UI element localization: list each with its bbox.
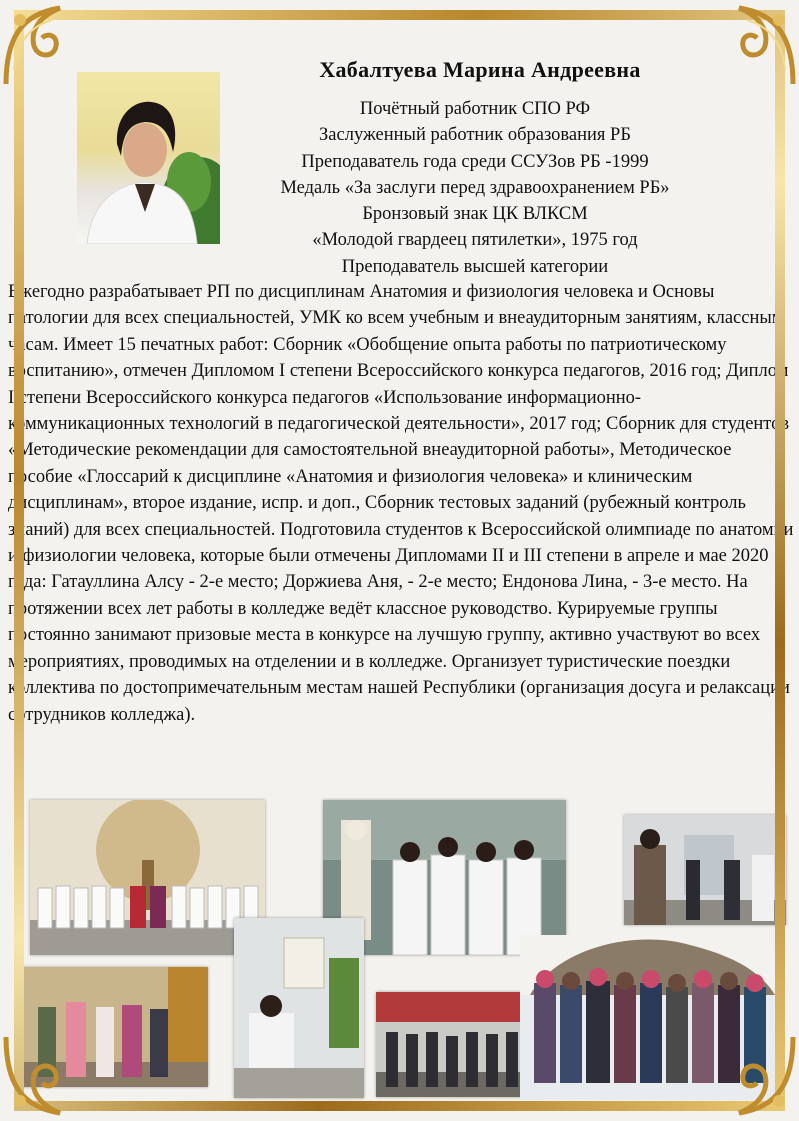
portrait-photo: [77, 72, 220, 244]
person-name: Хабалтуева Марина Андреевна: [319, 57, 641, 82]
photo-classroom-teacher: [234, 918, 364, 1098]
honor-item: Преподаватель года среди ССУЗов РБ -1999: [301, 151, 649, 172]
honor-item: Заслуженный работник образования РБ: [319, 125, 631, 146]
photo-winter-trip: [520, 935, 782, 1100]
honor-item: Бронзовый знак ЦК ВЛКСМ: [362, 204, 588, 225]
group-photo-tree-hall: [30, 800, 265, 955]
biography-text: Ежегодно разрабатывает РП по дисциплинам Анатомия и физиология человека и Основы патологии для всех специальностей, УМК ко всем учебным и внеаудиторным занятиям, классным часам. Имеет 15 печатных работ: Сборник «Обобщение опыта работы по патриотическому воспитанию», отмечен Дипломом I степени Всероссийского конкурса педагогов, 2016 год; Диплом I степени Всероссийского конкурса педагогов «Использование информационно-коммуникационных технологий в педагогической деятельности», 2017 год; Сборник для студентов «Методические рекомендации для самостоятельной внеаудиторной работы», Методическое пособие «Глоссарий к дисциплине «Анатомия и физиология человека» и клиническим дисциплинам», второе издание, испр. и доп., Сборник тестовых заданий (рубежный контроль знаний) для всех специальностей. Подготовила студентов к Всероссийской олимпиаде по анатомии и физиологии человека, которые были отмечены Дипломами II и III степени в апреле и мае 2020 года: Гатауллина Алсу - 2-е место; Доржиева Аня, - 2-е место; Ендонова Лина, - 3-е место. На протяжении всех лет работы в колледже ведёт классное руководство. Курируемые группы постоянно занимают призовые места в конкурсе на лучшую группу, активно участвуют во всех мероприятиях, проводимых на отделении и в колледже. Организует туристические поездки коллектива по достопримечательным местам нашей Республики (организация досуга и релаксации сотрудников колледжа).: [8, 282, 794, 725]
honor-item: Медаль «За заслуги перед здравоохранением РБ»: [280, 177, 670, 198]
honor-item: Почётный работник СПО РФ: [359, 99, 591, 119]
photo-costume-party: [18, 967, 208, 1087]
photo-corridor-interview: [624, 815, 786, 925]
honor-item: «Молодой гвардеец пятилетки», 1975 год: [312, 230, 638, 251]
honor-item: Преподаватель высшей категории: [341, 256, 609, 277]
honors-list: [215, 96, 735, 280]
